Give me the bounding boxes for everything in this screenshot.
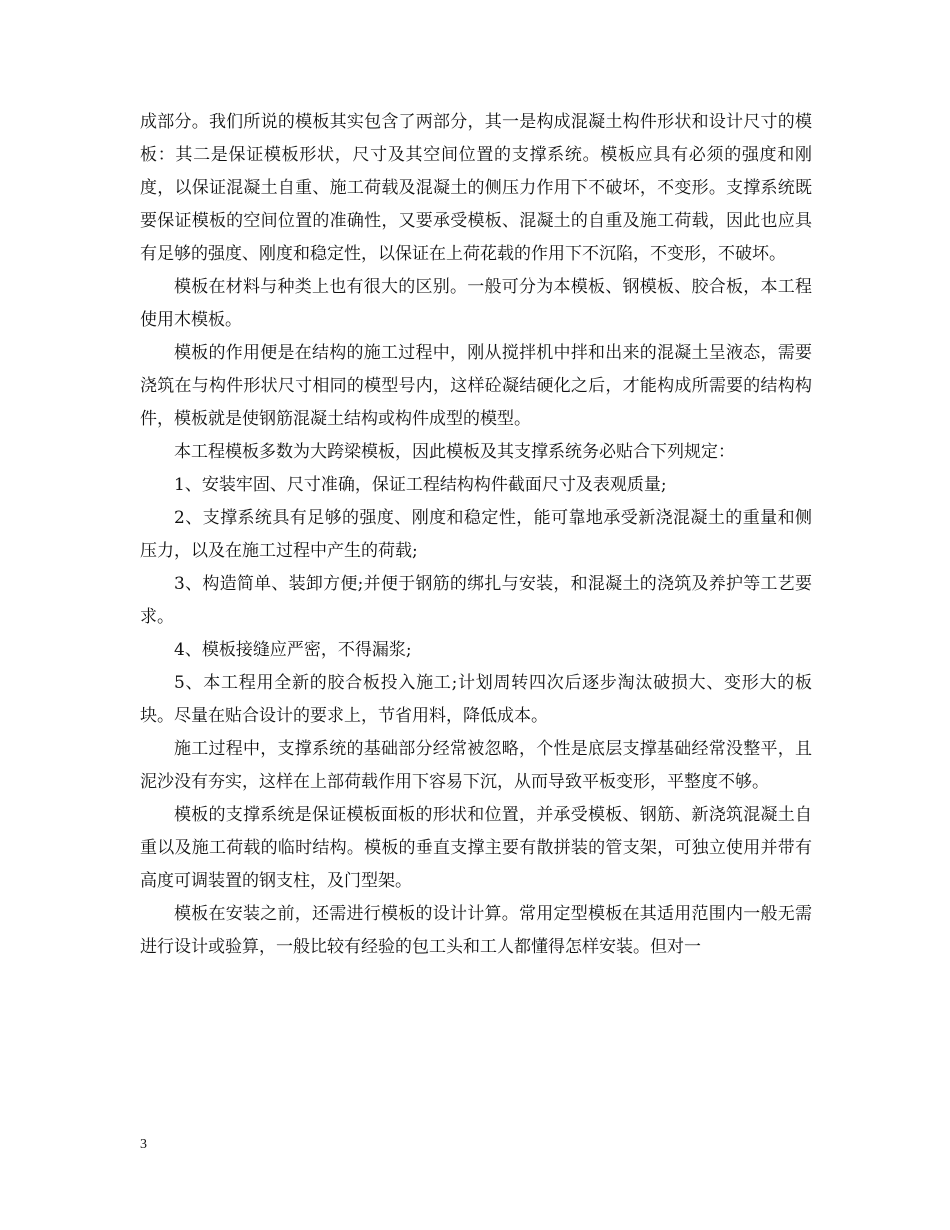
list-item-2: 2、支撑系统具有足够的强度、刚度和稳定性，能可靠地承受新浇混凝土的重量和侧压力，以及在施工过程中产生的荷载; — [140, 508, 812, 561]
paragraph-support-system: 模板的支撑系统是保证模板面板的形状和位置，并承受模板、钢筋、新浇筑混凝土自重以及施工荷载的临时结构。模板的垂直支撑主要有散拼装的管支架，可独立使用并带有高度可调装置的钢支柱，及门型架。 — [140, 805, 812, 891]
paragraph-template-function: 模板的作用便是在结构的施工过程中，刚从搅拌机中拌和出来的混凝土呈液态，需要浇筑在与构件形状尺寸相同的模型号内，这样砼凝结硬化之后，才能构成所需要的结构构件，模板就是使钢筋混凝土结构或构件成型的模型。 — [140, 343, 812, 429]
page-number: 3 — [140, 1137, 147, 1152]
paragraph-requirements-intro: 本工程模板多数为大跨梁模板，因此模板及其支撑系统务必贴合下列规定： — [174, 442, 735, 462]
list-item-3: 3、构造简单、装卸方便;并便于钢筋的绑扎与安装，和混凝土的浇筑及养护等工艺要求。 — [140, 574, 812, 627]
paragraph-continued: 成部分。我们所说的模板其实包含了两部分，其一是构成混凝土构件形状和设计尺寸的模板：其二是保证模板形状，尺寸及其空间位置的支撑系统。模板应具有必须的强度和刚度，以保证混凝土自重、施工荷载及混凝土的侧压力作用下不破坏，不变形。支撑系统既要保证模板的空间位置的准确性，又要承受模板、混凝土的自重及施工荷载，因此也应具有足够的强度、刚度和稳定性，以保证在上荷花载的作用下不沉陷，不变形，不破坏。 — [140, 112, 812, 264]
paragraph-design-calculation: 模板在安装之前，还需进行模板的设计计算。常用定型模板在其适用范围内一般无需进行设计或验算，一般比较有经验的包工头和工人都懂得怎样安装。但对一 — [140, 904, 812, 957]
paragraph-template-types: 模板在材料与种类上也有很大的区别。一般可分为本模板、钢模板、胶合板，本工程使用木模板。 — [140, 277, 812, 330]
body-text — [140, 106, 812, 964]
list-item-4: 4、模板接缝应严密，不得漏浆; — [174, 640, 412, 660]
list-item-1: 1、安装牢固、尺寸准确，保证工程结构构件截面尺寸及表观质量; — [174, 475, 667, 495]
list-item-5: 5、本工程用全新的胶合板投入施工;计划周转四次后逐步淘汰破损大、变形大的板块。尽量在贴合设计的要求上，节省用料，降低成本。 — [140, 673, 812, 726]
paragraph-foundation: 施工过程中，支撑系统的基础部分经常被忽略，个性是底层支撑基础经常没整平，且泥沙没有夯实，这样在上部荷载作用下容易下沉，从而导致平板变形，平整度不够。 — [140, 739, 812, 792]
